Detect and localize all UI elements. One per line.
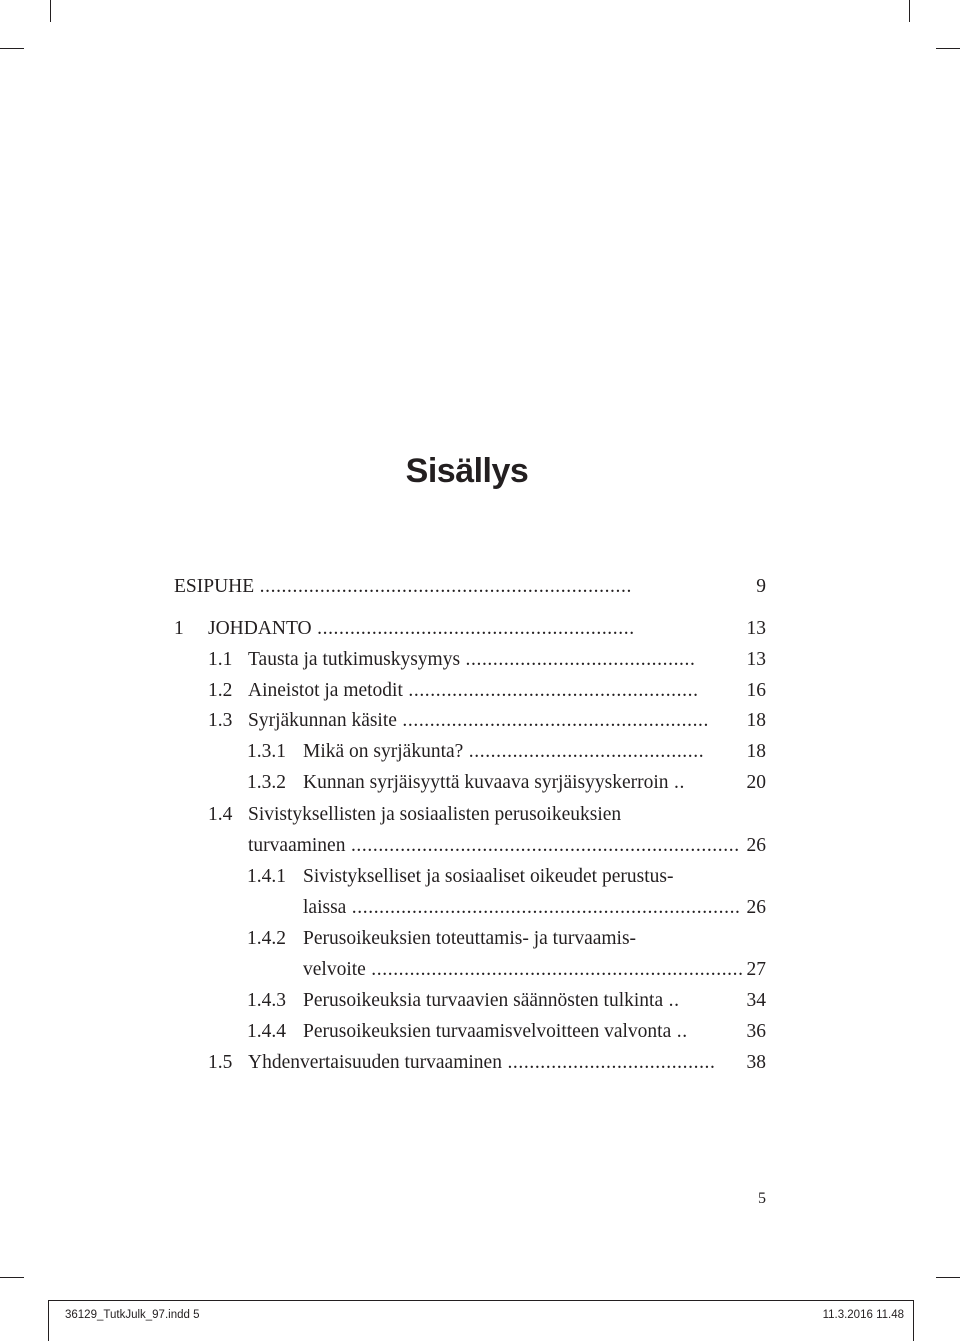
toc-section-number: 1.4.3: [247, 990, 286, 1011]
toc-entry-continuation: [303, 955, 766, 985]
toc-section-number: 1.3: [208, 710, 233, 731]
toc-leader-dots: ..: [668, 772, 685, 793]
toc-entry-text: [208, 614, 635, 644]
toc-entry-text: [248, 800, 621, 830]
toc-entry-text: [248, 676, 699, 706]
toc-entry-continuation: [248, 831, 766, 861]
toc-leader-dots: ..: [671, 1021, 688, 1042]
toc-leader-dots: ..: [663, 990, 680, 1011]
toc-entry-title: Perusoikeuksien toteuttamis- ja turvaamis-: [303, 928, 637, 949]
toc-entry-title: Mikä on syrjäkunta?: [303, 741, 464, 762]
slug-timestamp: 11.3.2016 11.48: [822, 1309, 904, 1321]
toc-entry-title: ESIPUHE: [174, 576, 255, 597]
toc-entry-title: Perusoikeuksien turvaamisvelvoitteen valvonta: [303, 1021, 672, 1042]
toc-leader-dots: .....................................................: [402, 680, 699, 701]
toc-entry-title: JOHDANTO: [208, 618, 312, 639]
toc-section-number: 1.2: [208, 680, 233, 701]
toc-entry: [208, 676, 766, 706]
toc-section-number: 1.5: [208, 1052, 233, 1073]
crop-mark-top-left-vertical: [50, 0, 51, 22]
toc-page-number: 18: [746, 741, 766, 762]
toc-leader-dots: .......................................................................: [345, 835, 740, 856]
toc-page-number: 36: [746, 1021, 766, 1042]
toc-entry-title: Tausta ja tutkimuskysymys: [248, 649, 461, 670]
crop-mark-top-right-horizontal: [936, 48, 960, 49]
toc-entry-text: [303, 986, 680, 1016]
toc-page-number: 34: [746, 990, 766, 1011]
toc-entry-text: [248, 1048, 716, 1078]
toc-section-number: 1.4.2: [247, 928, 286, 949]
toc-leader-dots: ....................................................................: [365, 959, 744, 980]
crop-mark-top-left-horizontal: [0, 48, 24, 49]
toc-entry: [208, 706, 766, 736]
toc-entry-title: Perusoikeuksia turvaavien säännösten tulkinta: [303, 990, 664, 1011]
toc-leader-dots: .......................................................................: [346, 897, 741, 918]
toc-leader-dots: ..........................................: [460, 649, 696, 670]
toc-entry-title: Yhdenvertaisuuden turvaaminen: [248, 1052, 502, 1073]
toc-entry-title: Kunnan syrjäisyyttä kuvaava syrjäisyyskerroin: [303, 772, 669, 793]
toc-entry-text: [248, 706, 709, 736]
toc-entry-title: Sivistyksellisten ja sosiaalisten perusoikeuksien: [248, 804, 622, 825]
crop-mark-bottom-right-horizontal: [936, 1277, 960, 1278]
toc-entry: [247, 862, 766, 892]
page-number: 5: [758, 1190, 766, 1207]
toc-entry-text: [303, 862, 673, 892]
toc-entry-text: [303, 768, 685, 798]
toc-entry: [174, 614, 766, 644]
toc-entry: [208, 1048, 766, 1078]
toc-entry: [247, 1017, 766, 1047]
page-title: Sisällys: [405, 452, 529, 490]
toc-section-number: 1.4.1: [247, 866, 286, 887]
crop-mark-bottom-left-horizontal: [0, 1277, 24, 1278]
toc-section-number: 1.3.2: [247, 772, 286, 793]
slug-file-name: 36129_TutkJulk_97.indd 5: [65, 1309, 200, 1321]
toc-section-number: 1: [174, 618, 184, 639]
toc-entry-text: [174, 572, 632, 602]
toc-entry: [208, 645, 766, 675]
crop-mark-top-right-vertical: [909, 0, 910, 22]
toc-entry-title: Aineistot ja metodit: [248, 680, 403, 701]
toc-entry-text: [303, 955, 744, 985]
toc-page-number: 9: [756, 576, 766, 597]
toc-entry-title: turvaaminen: [248, 835, 346, 856]
toc-entry-text: [248, 645, 695, 675]
toc-page-number: 26: [746, 897, 766, 918]
toc-entry: [174, 572, 766, 602]
toc-entry-text: [303, 1017, 688, 1047]
toc-page-number: 18: [746, 710, 766, 731]
toc-entry-text: [248, 831, 740, 861]
toc-leader-dots: ..........................................................: [311, 618, 635, 639]
toc-page-number: 20: [746, 772, 766, 793]
toc-entry: [247, 768, 766, 798]
toc-entry-title: Syrjäkunnan käsite: [248, 710, 397, 731]
toc-section-number: 1.4: [208, 804, 233, 825]
toc-entry-continuation: [303, 893, 766, 923]
toc-entry-title: velvoite: [303, 959, 366, 980]
toc-section-number: 1.4.4: [247, 1021, 286, 1042]
toc-page-number: 13: [746, 618, 766, 639]
toc-section-number: 1.3.1: [247, 741, 286, 762]
toc-entry-title: Sivistykselliset ja sosiaaliset oikeudet perustus-: [303, 866, 674, 887]
toc-entry: [247, 986, 766, 1016]
toc-page-number: 13: [746, 649, 766, 670]
toc-page-number: 27: [746, 959, 766, 980]
toc-entry-text: [303, 893, 741, 923]
toc-entry: [208, 800, 766, 830]
toc-entry-text: [303, 737, 704, 767]
toc-entry: [247, 737, 766, 767]
toc-leader-dots: ...........................................: [463, 741, 705, 762]
toc-entry: [247, 924, 766, 954]
toc-page-number: 16: [746, 680, 766, 701]
toc-page-number: 26: [746, 835, 766, 856]
print-slug: [48, 1300, 912, 1330]
toc-entry-title: laissa: [303, 897, 347, 918]
toc-page-number: 38: [746, 1052, 766, 1073]
toc-leader-dots: ........................................................: [396, 710, 710, 731]
toc-leader-dots: ....................................................................: [254, 576, 632, 597]
toc-entry-text: [303, 924, 636, 954]
toc-section-number: 1.1: [208, 649, 233, 670]
toc-leader-dots: ......................................: [501, 1052, 716, 1073]
